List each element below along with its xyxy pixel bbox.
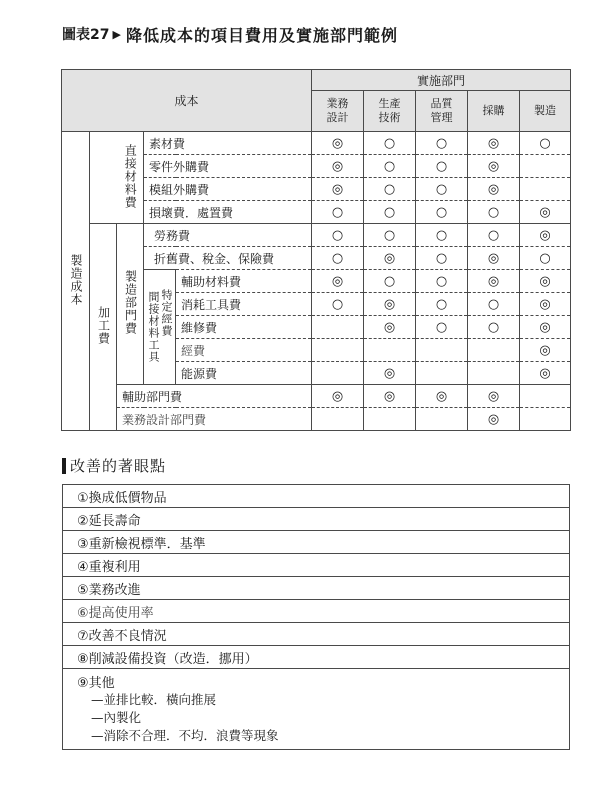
mark: ◎ <box>468 270 520 293</box>
mark: ◎ <box>364 385 416 408</box>
list-item: ②延長壽命 <box>63 508 569 531</box>
mark <box>416 408 468 431</box>
mark: ○ <box>312 293 364 316</box>
mark: ◎ <box>364 293 416 316</box>
group-processing: 加工費 <box>90 224 117 431</box>
list-item: ⑧削減設備投資（改造．挪用） <box>63 646 569 669</box>
list-subitem: —並排比較．橫向推展 <box>91 692 217 707</box>
mark: ◎ <box>468 247 520 270</box>
mark: ◎ <box>520 270 571 293</box>
row-label-depreciation: 折舊費、稅金、保險費 <box>144 247 312 270</box>
row-label-labor: 勞務費 <box>144 224 312 247</box>
row-label-damage: 損壞費．處置費 <box>144 201 312 224</box>
group-mfg-dept: 製造部門費 <box>117 224 144 385</box>
figure-number: 圖表27 <box>62 27 110 43</box>
group-indirect-tools: 間接材料工具 特定經費 <box>144 270 176 385</box>
mark: ○ <box>364 132 416 155</box>
mark: ○ <box>468 293 520 316</box>
row-label-aux-dept: 輔助部門費 <box>117 385 312 408</box>
mark: ◎ <box>364 247 416 270</box>
figure-title-text: 降低成本的項目費用及實施部門範例 <box>125 25 398 45</box>
mark: ◎ <box>468 155 520 178</box>
mark: ○ <box>416 201 468 224</box>
dept-header-purchasing: 採購 <box>468 91 520 132</box>
mark: ○ <box>416 224 468 247</box>
mark: ○ <box>520 247 571 270</box>
mark <box>520 155 571 178</box>
section-heading <box>62 455 166 476</box>
mark: ◎ <box>364 362 416 385</box>
mark: ◎ <box>312 155 364 178</box>
mark: ○ <box>416 132 468 155</box>
mark <box>520 385 571 408</box>
group-direct-material-label: 直接材料費 <box>117 132 144 224</box>
mark: ○ <box>312 247 364 270</box>
list-item-other <box>63 669 569 749</box>
mark: ○ <box>520 132 571 155</box>
mark <box>416 362 468 385</box>
mark: ○ <box>364 201 416 224</box>
row-label-consumable-tools: 消耗工具費 <box>176 293 312 316</box>
cost-header: 成本 <box>62 70 312 132</box>
mark <box>312 316 364 339</box>
mark <box>312 408 364 431</box>
triangle-arrow-icon: ▶ <box>112 27 121 41</box>
mark <box>468 339 520 362</box>
cost-department-table <box>61 69 571 431</box>
dept-header-production-tech: 生產 技術 <box>364 91 416 132</box>
mark <box>364 408 416 431</box>
mark <box>416 339 468 362</box>
row-label-design-dept: 業務設計部門費 <box>117 408 312 431</box>
mark: ◎ <box>364 316 416 339</box>
mark: ◎ <box>312 132 364 155</box>
list-subitem: —內製化 <box>91 710 142 725</box>
department-header: 實施部門 <box>312 70 571 91</box>
mark: ◎ <box>312 385 364 408</box>
group-manufacturing-cost: 製造成本 <box>62 132 90 431</box>
row-label-maintenance: 維修費 <box>176 316 312 339</box>
row-label-module: 模組外購費 <box>144 178 312 201</box>
mark: ○ <box>416 178 468 201</box>
mark: ○ <box>364 178 416 201</box>
mark <box>520 178 571 201</box>
mark: ◎ <box>520 362 571 385</box>
row-label-parts: 零件外購費 <box>144 155 312 178</box>
mark: ○ <box>364 270 416 293</box>
group-direct-material <box>90 132 117 224</box>
mark: ○ <box>364 155 416 178</box>
list-item: ⑥提高使用率 <box>63 600 569 623</box>
mark: ○ <box>364 224 416 247</box>
mark: ○ <box>416 270 468 293</box>
mark: ○ <box>312 224 364 247</box>
dept-header-quality: 品質 管理 <box>416 91 468 132</box>
mark: ◎ <box>520 316 571 339</box>
dept-header-manufacturing: 製造 <box>520 91 571 132</box>
list-item: ①換成低價物品 <box>63 485 569 508</box>
mark: ○ <box>416 316 468 339</box>
mark <box>468 362 520 385</box>
mark: ◎ <box>520 224 571 247</box>
list-item: ⑤業務改進 <box>63 577 569 600</box>
list-item-other-title: ⑨其他 <box>77 676 115 691</box>
mark: ○ <box>416 155 468 178</box>
mark: ○ <box>416 247 468 270</box>
improvement-points-list <box>62 484 570 750</box>
mark: ◎ <box>520 201 571 224</box>
mark <box>312 362 364 385</box>
section-bar-icon <box>62 458 66 474</box>
mark: ◎ <box>468 178 520 201</box>
mark: ○ <box>468 316 520 339</box>
mark: ◎ <box>312 178 364 201</box>
list-item: ③重新檢視標準．基準 <box>63 531 569 554</box>
mark: ◎ <box>416 385 468 408</box>
mark: ◎ <box>468 408 520 431</box>
mark <box>520 408 571 431</box>
mark: ◎ <box>468 385 520 408</box>
mark: ○ <box>468 224 520 247</box>
section-title: 改善的著眼點 <box>70 457 167 475</box>
list-subitem: —消除不合理．不均．浪費等現象 <box>91 728 279 743</box>
dept-header-sales-design: 業務 設計 <box>312 91 364 132</box>
mark: ○ <box>416 293 468 316</box>
mark: ◎ <box>468 132 520 155</box>
list-item: ④重複利用 <box>63 554 569 577</box>
row-label-aux-material: 輔助材料費 <box>176 270 312 293</box>
mark <box>312 339 364 362</box>
mark: ◎ <box>520 293 571 316</box>
row-label-material: 素材費 <box>144 132 312 155</box>
mark: ◎ <box>520 339 571 362</box>
mark: ◎ <box>312 270 364 293</box>
mark: ○ <box>468 201 520 224</box>
mark: ○ <box>312 201 364 224</box>
row-label-energy: 能源費 <box>176 362 312 385</box>
mark <box>364 339 416 362</box>
figure-title <box>62 24 398 44</box>
row-label-expenses: 經費 <box>176 339 312 362</box>
list-item: ⑦改善不良情況 <box>63 623 569 646</box>
